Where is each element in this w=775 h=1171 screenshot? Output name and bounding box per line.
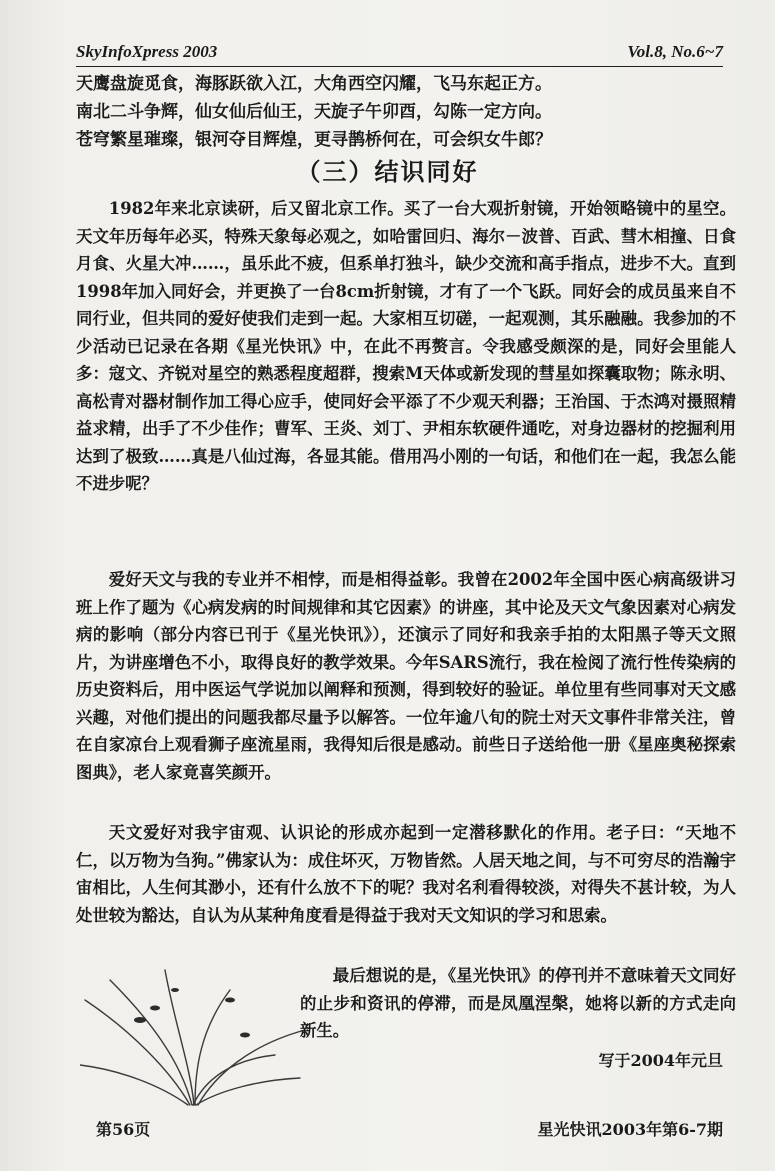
orchid-illustration: [80, 960, 310, 1110]
volume-number: Vol.8, No.6~7: [627, 42, 723, 61]
poem: [76, 70, 736, 154]
paragraph: 爱好天文与我的专业并不相悖，而是相得益彰。我曾在2002年全国中医心病高级讲习班上作了题为《心病发病的时间规律和其它因素》的讲座，其中论及天文气象因素对心病发病的影响（部分内容已刊于《星光快讯》），还演示了同好和我亲手拍的太阳黑子等天文照片，为讲座增色不小，取得良好的教学效果。今年SARS流行，我在检阅了流行性传染病的历史资料后，用中医运气学说加以阐释和预测，得到较好的验证。单位里有些同事对天文感兴趣，对他们提出的问题我都尽量予以解答。一位年逾八旬的院士对天文事件非常关注，曾在自家凉台上观看狮子座流星雨，我得知后很是感动。前些日子送给他一册《星座奥秘探索图典》，老人家竟喜笑颜开。: [76, 570, 736, 782]
issue-label: 星光快讯2003年第6-7期: [537, 1120, 723, 1139]
date-signature: 写于2004年元旦: [598, 1051, 723, 1070]
paragraph: 最后想说的是，《星光快讯》的停刊并不意味着天文同好的止步和资讯的停滞，而是凤凰涅槃，她将以新的方式走向新生。: [300, 966, 736, 1040]
poem-line: 苍穹繁星璀璨，银河夺目辉煌，更寻鹊桥何在，可会织女牛郎？: [76, 130, 552, 150]
poem-line: 天鹰盘旋觅食，海豚跃欲入江，大角西空闪耀，飞马东起正方。: [76, 74, 552, 94]
poem-line: 南北二斗争辉，仙女仙后仙王，天旋子午卯酉，勾陈一定方向。: [76, 102, 552, 122]
section-title: （三）结识同好: [296, 157, 479, 186]
running-header: [76, 40, 723, 67]
paragraph: 1982年来北京读研，后又留北京工作。买了一台大观折射镜，开始领略镜中的星空。天文年历每年必买，特殊天象每必观之，如哈雷回归、海尔－波普、百武、彗木相撞、日食月食、火星大冲……，虽乐此不疲，但系单打独斗，缺少交流和高手指点，进步不大。直到1998年加入同好会，并更换了一台8cm折射镜，才有了一个飞跃。同好会的成员虽来自不同行业，但共同的爱好使我们走到一起。大家相互切磋，一起观测，其乐融融。我参加的不少活动已记录在各期《星光快讯》中，在此不再赘言。令我感受颇深的是，同好会里能人多：寇文、齐锐对星空的熟悉程度超群，搜索M天体或新发现的彗星如探囊取物；陈永明、高松青对器材制作加工得心应手，使同好会平添了不少观天利器；王治国、于杰鸿对摄照精益求精，出手了不少佳作；曹军、王炎、刘丁、尹相东软硬件通吃，对身边器材的挖掘利用达到了极致……真是八仙过海，各显其能。借用冯小刚的一句话，和他们在一起，我怎么能不进步呢？: [76, 199, 736, 493]
publication-name: SkyInfoXpress 2003: [76, 42, 218, 61]
page-number: 第56页: [96, 1120, 151, 1139]
paragraph: 天文爱好对我宇宙观、认识论的形成亦起到一定潜移默化的作用。老子曰：“天地不仁，以万物为刍狗。”佛家认为：成住坏灭，万物皆然。人居天地之间，与不可穷尽的浩瀚宇宙相比，人生何其渺小，还有什么放不下的呢？我对名利看得较淡，对得失不甚计较，为人处世较为豁达，自认为从某种角度看是得益于我对天文知识的学习和思索。: [76, 823, 736, 925]
